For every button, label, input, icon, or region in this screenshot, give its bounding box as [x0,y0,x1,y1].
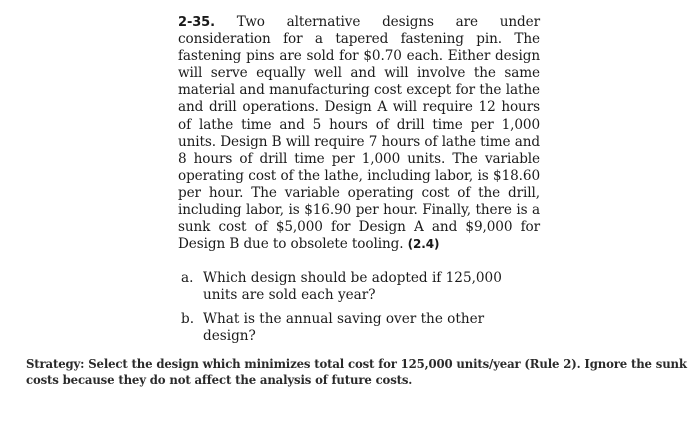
part-text: What is the annual saving over the other design? [203,311,485,345]
question-part-b [178,311,540,345]
problem-text: Two alternative designs are under consideration for a tapered fastening pin. The fastening pins are sold for $0.70 each. Either design will serve equally well and will involve the same material and manufacturing cost except for the lathe and drill operations. Design A will require 12 hours of lathe time and 5 hours of drill time per 1,000 units. Design B will require 7 hours of lathe time and 8 hours of drill time per 1,000 units. The variable operating cost of the lathe, including labor, is $18.60 per hour. The variable operating cost of the drill, including labor, is $16.90 per hour. Finally, there is a sunk cost of $5,000 for Design A and $9,000 for Design B due to obsolete tooling. [178,14,540,253]
problem-number: 2-35. [178,15,215,30]
question-parts [178,270,540,352]
part-letter: b. [181,311,195,328]
question-part-a [178,270,540,304]
problem-statement [178,14,540,253]
section-reference: (2.4) [407,237,440,252]
part-text: Which design should be adopted if 125,000 units are sold each year? [203,270,502,304]
part-letter: a. [181,270,194,286]
strategy-note: Strategy: Select the design which minimizes total cost for 125,000 units/year (Rule 2). Ignore the sunk costs because they do not affect the analysis of future costs. [26,357,687,387]
